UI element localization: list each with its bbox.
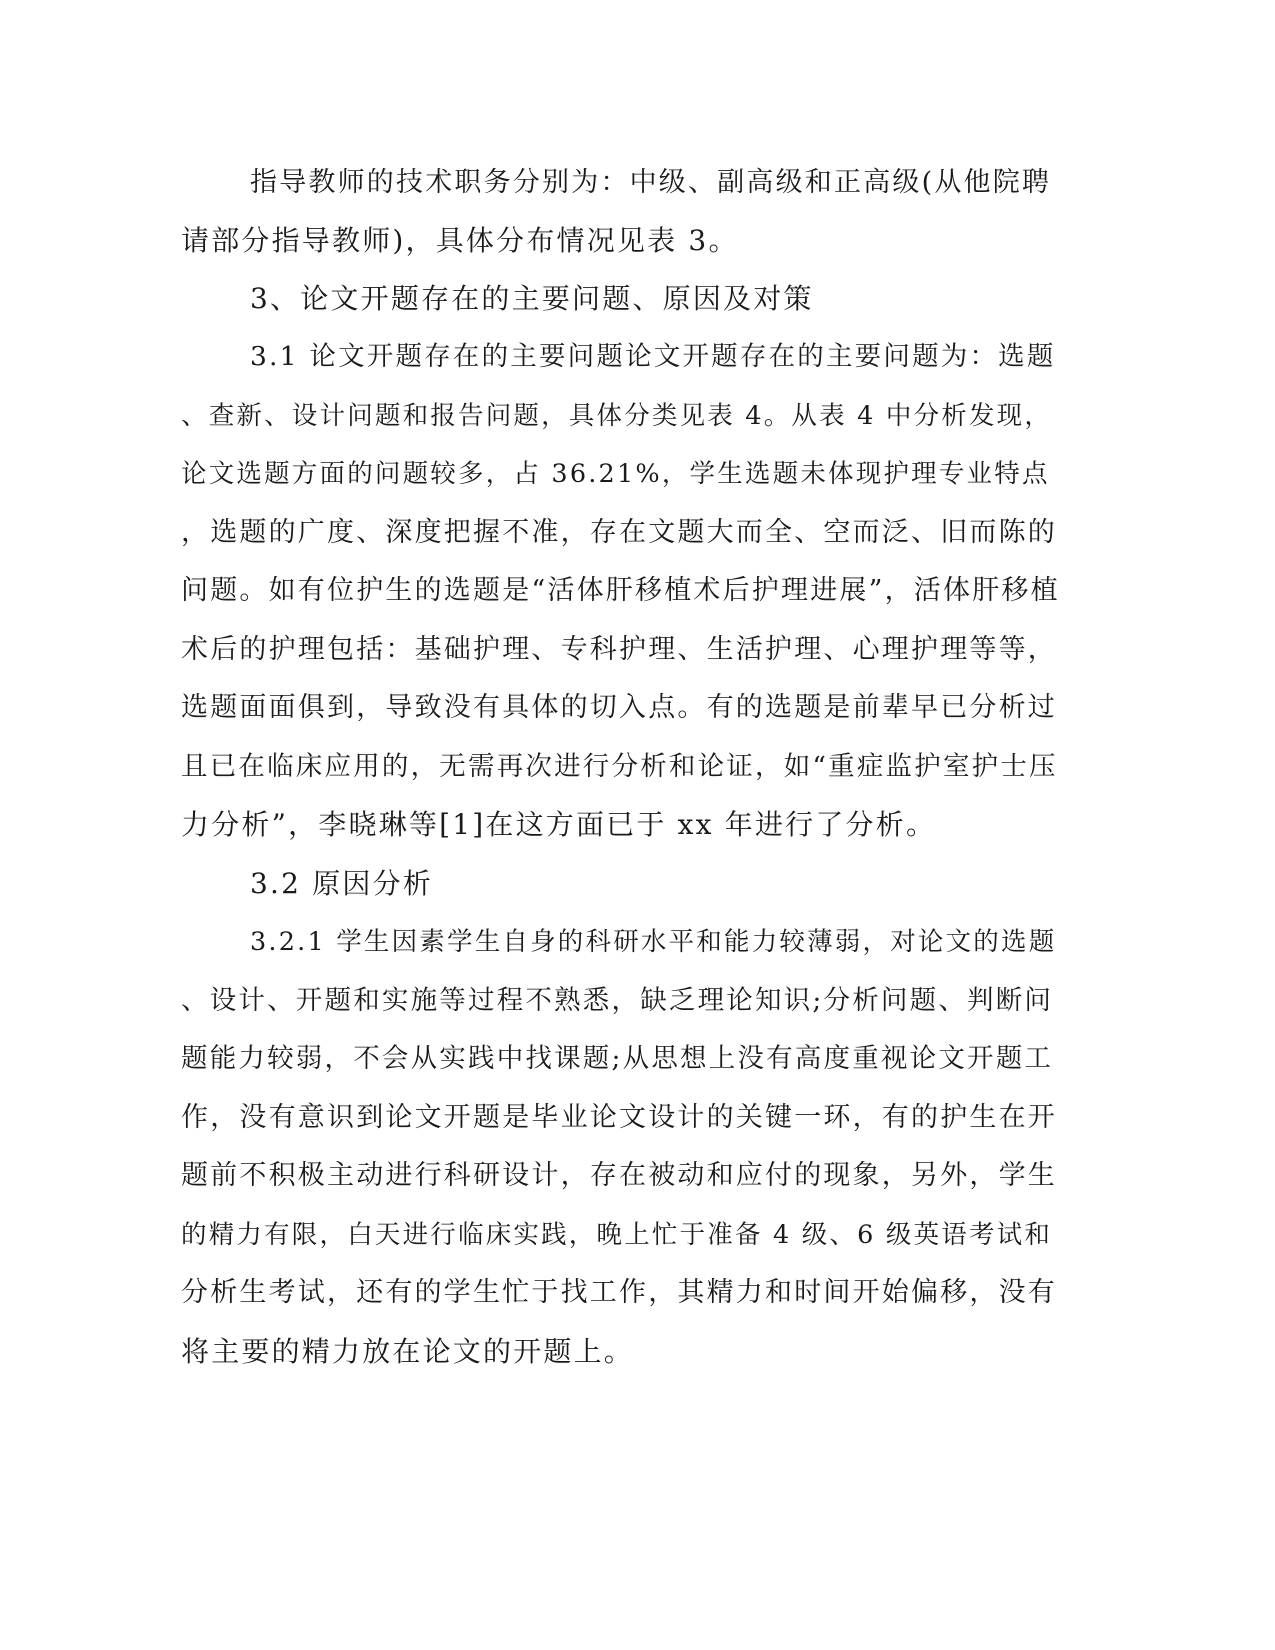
text-line: 3.2.1 学生因素学生自身的科研水平和能力较薄弱，对论文的选题 — [250, 927, 1057, 957]
text-line: 指导教师的技术职务分别为：中级、副高级和正高级(从他院聘 — [250, 167, 1052, 198]
text-line: 分析生考试，还有的学生忙于找工作，其精力和时间开始偏移，没有 — [181, 1277, 1057, 1308]
text-line: 题能力较弱，不会从实践中找课题;从思想上没有高度重视论文开题工 — [181, 1043, 1054, 1074]
text-line: 选题面面俱到，导致没有具体的切入点。有的选题是前辈早已分析过 — [181, 692, 1057, 723]
text-line: 请部分指导教师)，具体分布情况见表 3。 — [181, 224, 739, 257]
text-line: 且已在临床应用的，无需再次进行分析和论证，如“重症监护室护士压 — [181, 751, 1058, 782]
text-line: 3.1 论文开题存在的主要问题论文开题存在的主要问题为：选题 — [250, 341, 1056, 372]
text-line: 力分析”，李晓琳等[1]在这方面已于 xx 年进行了分析。 — [181, 808, 937, 841]
text-line: 论文选题方面的问题较多，占 36.21%，学生选题未体现护理专业特点 — [181, 459, 1050, 489]
section-heading: 3.2 原因分析 — [250, 867, 434, 900]
text-line: 术后的护理包括：基础护理、专科护理、生活护理、心理护理等等， — [181, 634, 1057, 665]
text-line: 题前不积极主动进行科研设计，存在被动和应付的现象，另外，学生 — [181, 1160, 1057, 1191]
text-line: 将主要的精力放在论文的开题上。 — [181, 1335, 635, 1368]
text-line: 、设计、开题和实施等过程不熟悉，缺乏理论知识;分析问题、判断问 — [181, 985, 1054, 1016]
text-line: 、查新、设计问题和报告问题，具体分类见表 4。从表 4 中分析发现， — [181, 401, 1053, 431]
text-line: 问题。如有位护生的选题是“活体肝移植术后护理进展”，活体肝移植 — [181, 575, 1060, 606]
text-line: 的精力有限，白天进行临床实践，晚上忙于准备 4 级、6 级英语考试和 — [181, 1220, 1053, 1250]
section-heading: 3、论文开题存在的主要问题、原因及对策 — [250, 282, 814, 315]
text-line: ，选题的广度、深度把握不准，存在文题大而全、空而泛、旧而陈的 — [181, 517, 1057, 548]
text-line: 作，没有意识到论文开题是毕业论文设计的关键一环，有的护生在开 — [181, 1102, 1057, 1133]
